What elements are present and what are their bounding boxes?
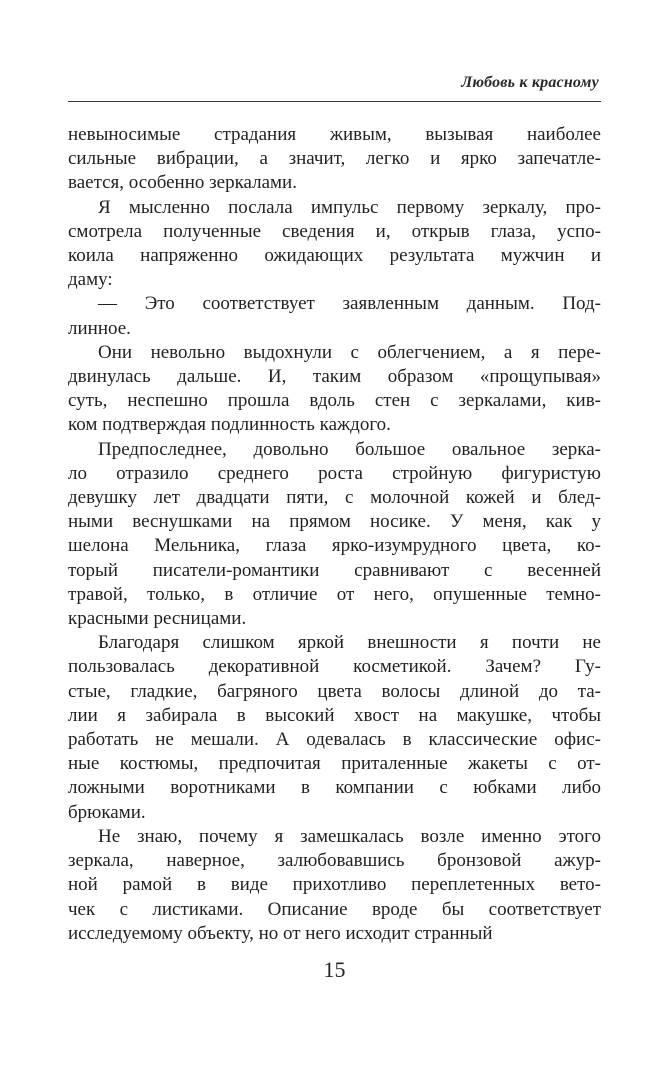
text-line: смотрела полученные сведения и, открыв глаза, успо- (68, 220, 601, 242)
paragraph (68, 196, 601, 293)
text-line: суть, неспешно прошла вдоль стен с зеркалами, кив- (68, 390, 601, 412)
text-line: Они невольно выдохнули с облегчением, а я пере- (98, 341, 601, 363)
text-line: Я мысленно послала импульс первому зеркалу, про- (98, 196, 601, 218)
text-line: лии я забирала в высокий хвост на макушке, чтобы (68, 704, 601, 726)
text-line: Предпоследнее, довольно большое овальное зерка- (98, 438, 601, 460)
text-line: ло отразило среднего роста стройную фигуристую (68, 462, 601, 484)
text-line: — Это соответствует заявленным данным. Под- (98, 293, 601, 315)
text-line: двинулась дальше. И, таким образом «прощупывая» (68, 366, 601, 388)
text-line: ной рамой в виде прихотливо переплетенных вето- (68, 874, 601, 896)
text-line: исследуемому объекту, но от него исходит странный (68, 922, 493, 944)
paragraph (68, 341, 601, 438)
text-line: пользовалась декоративной косметикой. Зачем? Гу- (68, 656, 601, 678)
text-line: чек с листиками. Описание вроде бы соответствует (68, 898, 601, 920)
text-line: зеркала, наверное, залюбовавшись бронзовой ажур- (68, 850, 601, 872)
text-line: торый писатели-романтики сравнивают с весенней (68, 559, 601, 581)
text-line: работать не мешали. А одевалась в классические офис- (68, 729, 601, 751)
paragraph (68, 631, 601, 825)
text-line: линное. (68, 317, 131, 339)
text-line: Благодаря слишком яркой внешности я почти не (98, 632, 601, 654)
text-line: травой, только, в отличие от него, опушенные темно- (68, 583, 601, 605)
running-header: Любовь к красному (461, 74, 599, 91)
text-line: ными веснушками на прямом носике. У меня, как у (68, 511, 601, 533)
text-line: красными ресницами. (68, 608, 247, 630)
text-line: ные костюмы, предпочитая приталенные жакеты с от- (68, 753, 601, 775)
header-rule (68, 101, 601, 102)
body-text (68, 123, 601, 946)
text-line: коила напряженно ожидающих результата мужчин и (68, 245, 601, 267)
text-line: Не знаю, почему я замешкалась возле именно этого (98, 825, 601, 847)
paragraph (68, 825, 601, 946)
text-line: стые, гладкие, багряного цвета волосы длиной до та- (68, 680, 601, 702)
page-number: 15 (323, 957, 346, 982)
paragraph (68, 438, 601, 632)
text-line: сильные вибрации, а значит, легко и ярко запечатле- (68, 148, 601, 170)
text-line: шелона Мельника, глаза ярко-изумрудного цвета, ко- (68, 535, 601, 557)
text-line: даму: (68, 269, 113, 291)
text-line: ком подтверждая подлинность каждого. (68, 414, 391, 436)
paragraph (68, 123, 601, 196)
text-line: ложными воротниками в компании с юбками либо (68, 777, 601, 799)
page-content (68, 74, 601, 946)
text-line: невыносимые страдания живым, вызывая наиболее (68, 124, 601, 145)
text-line: брюками. (68, 801, 146, 823)
paragraph (68, 292, 601, 340)
text-line: девушку лет двадцати пяти, с молочной кожей и блед- (68, 487, 601, 509)
text-line: вается, особенно зеркалами. (68, 172, 297, 194)
